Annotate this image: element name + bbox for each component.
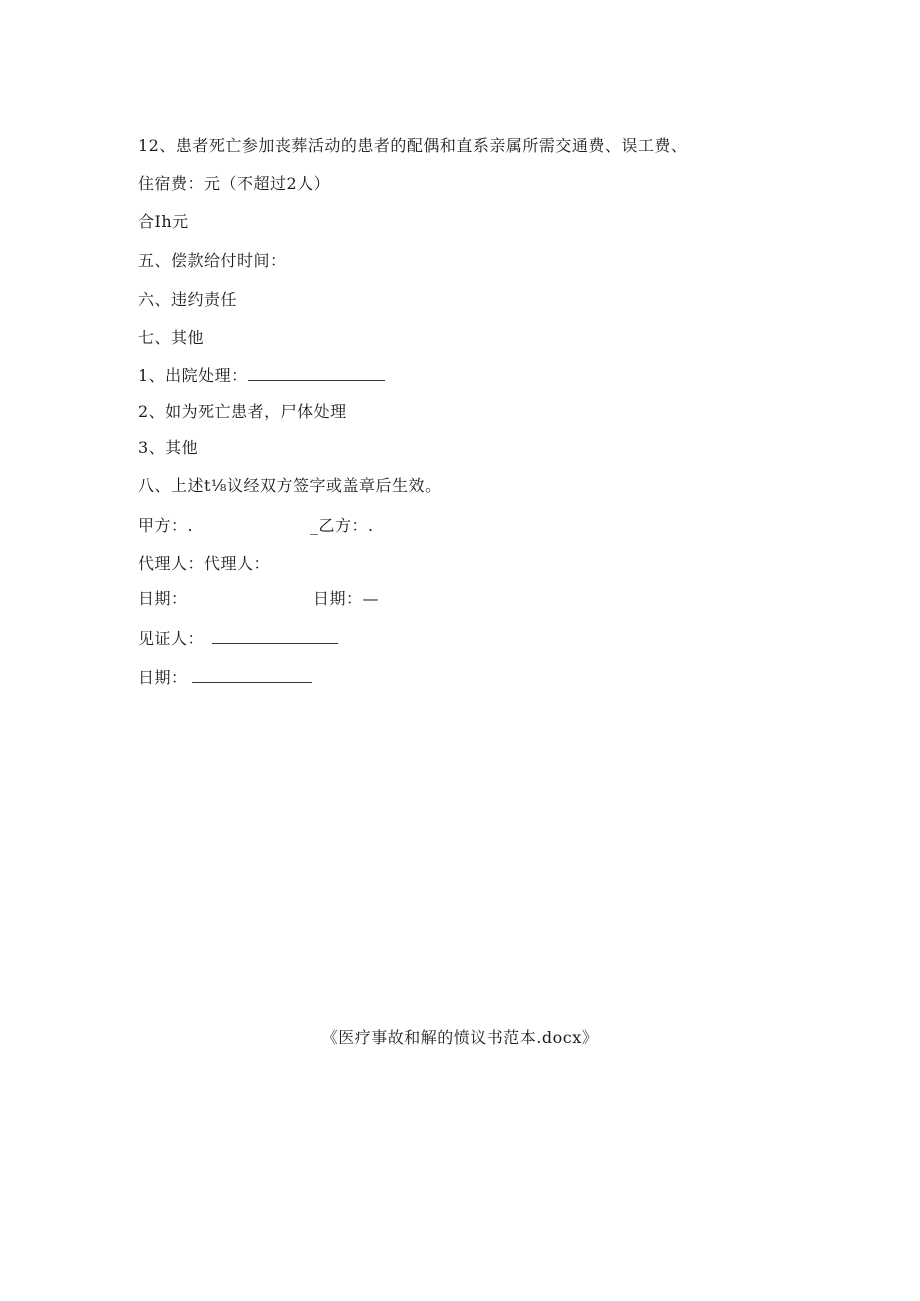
witness-blank-line <box>212 628 338 644</box>
witness-label: 见证人： <box>138 629 205 648</box>
paragraph-item-12-line1: 12、患者死亡参加丧葬活动的患者的配偶和直系亲属所需交通费、误工费、 <box>138 136 688 155</box>
total-amount-line: 合Ih元 <box>138 212 189 231</box>
item-2-remains: 2、如为死亡患者，尸体处理 <box>138 402 347 421</box>
paragraph-item-12-line2: 住宿费：元（不超过2人） <box>138 174 331 193</box>
section-5-heading: 五、偿款给付时间： <box>138 251 287 270</box>
party-a-label: 甲方：. <box>138 516 194 535</box>
witness-date-label: 日期： <box>138 668 188 687</box>
section-8-heading: 八、上述t⅛议经双方签字或盖章后生效。 <box>138 476 442 495</box>
date-a-label: 日期： <box>138 589 188 608</box>
discharge-blank-line <box>248 365 385 381</box>
item-3-other: 3、其他 <box>138 438 199 457</box>
item-1-discharge <box>138 365 385 386</box>
agents-label: 代理人：代理人： <box>138 554 271 573</box>
witness-line <box>138 628 338 649</box>
party-b-label: _乙方：. <box>310 516 374 535</box>
item-1-label: 1、出院处理： <box>138 366 248 385</box>
witness-date-blank-line <box>192 667 312 683</box>
witness-date-line <box>138 667 312 688</box>
footer-document-title: 《医疗事故和解的愤议书范本.docx》 <box>321 1028 599 1047</box>
section-7-heading: 七、其他 <box>138 328 205 347</box>
section-6-heading: 六、违约责任 <box>138 290 238 309</box>
date-b-label: 日期：— <box>313 589 380 608</box>
